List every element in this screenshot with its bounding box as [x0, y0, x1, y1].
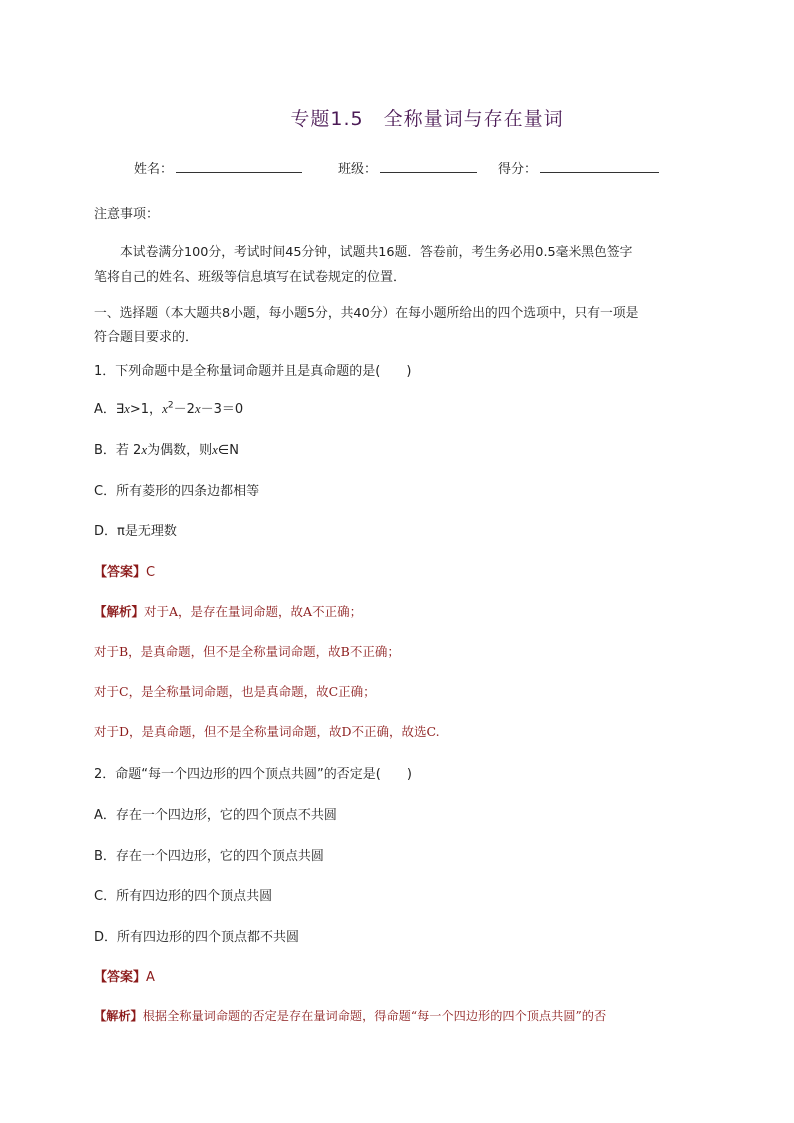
section-heading-line-1: 一、选择题（本大题共8小题，每小题5分，共40分）在每小题所给出的四个选项中，只有一项是 [94, 306, 639, 321]
option-a-text: >1， [129, 402, 163, 417]
question-1-analysis-3: 对于C，是全称量词命题，也是真命题，故C正确； [94, 684, 376, 699]
question-2-analysis-1 [94, 1007, 606, 1024]
question-1-answer [94, 561, 155, 580]
notice-line-1: 本试卷满分100分，考试时间45分钟，试题共16题．答卷前，考生务必用0.5毫米黑色签字 [120, 245, 633, 260]
answer-tag: 【答案】 [94, 970, 147, 985]
answer-tag: 【答案】 [94, 565, 147, 580]
question-1-option-d: D．π是无理数 [94, 524, 177, 539]
page-title: 专题1.5 全称量词与存在量词 [290, 108, 564, 130]
option-b-prefix: B．若 2 [94, 443, 142, 458]
question-2-option-d: D．所有四边形的四个顶点都不共圆 [94, 930, 300, 945]
answer-value: C [146, 565, 156, 580]
class-field[interactable] [380, 158, 477, 173]
section-heading-line-2: 符合题目要求的． [94, 330, 199, 345]
option-a-text: －3＝0 [200, 402, 244, 417]
score-field[interactable] [540, 158, 659, 173]
analysis-tag: 【解析】 [94, 1009, 143, 1023]
math-var: x [124, 401, 130, 416]
option-b-text: 为偶数，则 [147, 443, 213, 458]
analysis-tag: 【解析】 [94, 604, 145, 619]
answer-value: A [146, 970, 155, 985]
question-1-analysis-4: 对于D，是真命题，但不是全称量词命题，故D不正确，故选C. [94, 724, 440, 739]
math-var: x [162, 401, 168, 416]
notice-heading: 注意事项： [94, 207, 160, 222]
question-2-option-c: C．所有四边形的四个顶点共圆 [94, 889, 273, 904]
score-label: 得分： [498, 162, 538, 177]
name-field[interactable] [176, 158, 302, 173]
option-b-text: ∈N [217, 443, 239, 458]
question-1-analysis-2: 对于B，是真命题，但不是全称量词命题，故B不正确； [94, 644, 400, 659]
question-2-stem: 2．命题“每一个四边形的四个顶点共圆”的否定是( ) [94, 767, 412, 782]
question-2-answer [94, 966, 155, 985]
question-2-option-a: A．存在一个四边形，它的四个顶点不共圆 [94, 808, 337, 823]
analysis-text: 对于A，是存在量词命题，故A不正确； [144, 604, 363, 619]
analysis-text: 根据全称量词命题的否定是存在量词命题，得命题“每一个四边形的四个顶点共圆”的否 [142, 1009, 607, 1023]
question-1-stem: 1．下列命题中是全称量词命题并且是真命题的是( ) [94, 364, 412, 379]
question-1-analysis-1 [94, 602, 362, 620]
math-var: x [212, 442, 218, 457]
option-a-text: －2 [173, 402, 195, 417]
math-var: x [141, 442, 148, 457]
class-label: 班级： [338, 162, 378, 177]
option-a-prefix: A．∃ [94, 402, 125, 417]
name-label: 姓名： [134, 162, 174, 177]
question-1-option-c: C．所有菱形的四条边都相等 [94, 484, 260, 499]
notice-line-2: 笔将自己的姓名、班级等信息填写在试卷规定的位置． [94, 270, 407, 285]
exponent: 2 [167, 400, 174, 411]
math-var: x [194, 401, 201, 416]
question-1-option-a [94, 398, 243, 417]
question-2-option-b: B．存在一个四边形，它的四个顶点共圆 [94, 849, 324, 864]
question-1-option-b [94, 439, 239, 458]
